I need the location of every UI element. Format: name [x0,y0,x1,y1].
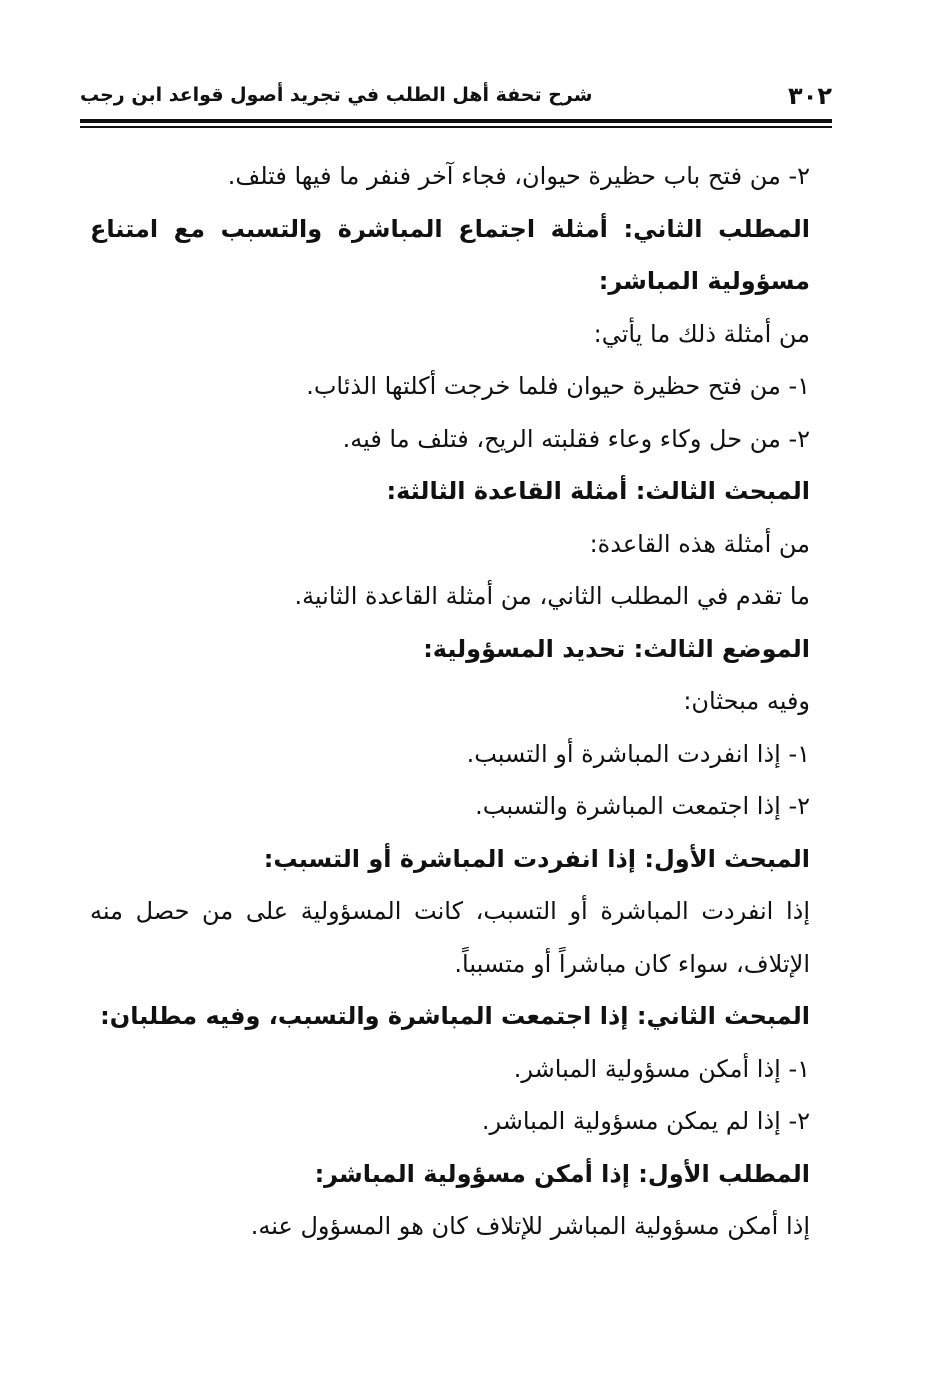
paragraph: من أمثلة ذلك ما يأتي: [593,319,810,348]
section-heading: المبحث الأول: إذا انفردت المباشرة أو التسبب: [263,844,810,873]
section-heading: المبحث الثاني: إذا اجتمعت المباشرة والتسبب، وفيه مطلبان: [100,1002,810,1030]
paragraph: إذا أمكن مسؤولية المباشر للإتلاف كان هو المسؤول عنه. [250,1212,810,1240]
header-rule [80,119,832,123]
list-item: ٢- إذا اجتمعت المباشرة والتسبب. [475,792,810,820]
paragraph: من أمثلة هذه القاعدة: [589,529,810,558]
paragraph: ما تقدم في المطلب الثاني، من أمثلة القاعدة الثانية. [294,582,810,610]
page-header [80,78,832,114]
paragraph: إذا انفردت المباشرة أو التسبب، كانت المسؤولية على من حصل منه الإتلاف، سواء كان مباشراً أو متسبباً. [90,897,810,978]
list-item: ١- إذا انفردت المباشرة أو التسبب. [466,739,810,768]
running-title: شرح تحفة أهل الطلب في تجريد أصول قواعد ابن رجب [80,84,593,106]
section-heading: المطلب الثاني: أمثلة اجتماع المباشرة والتسبب مع امتناع مسؤولية المباشر: [90,214,810,295]
list-item: ١- من فتح حظيرة حيوان فلما خرجت أكلتها الذئاب. [306,372,810,400]
list-item: ٢- من حل وكاء وعاء فقلبته الريح، فتلف ما فيه. [342,424,810,453]
page-number: ٣٠٢ [788,82,832,110]
page-body [84,150,810,1253]
section-heading: الموضع الثالث: تحديد المسؤولية: [423,634,810,663]
list-item: ٢- من فتح باب حظيرة حيوان، فجاء آخر فنفر ما فيها فتلف. [227,162,810,190]
section-heading: المبحث الثالث: أمثلة القاعدة الثالثة: [386,477,810,505]
section-heading: المطلب الأول: إذا أمكن مسؤولية المباشر: [314,1159,810,1188]
header-rule-thin [80,126,832,128]
paragraph: وفيه مبحثان: [683,687,810,715]
list-item: ١- إذا أمكن مسؤولية المباشر. [513,1054,810,1083]
list-item: ٢- إذا لم يمكن مسؤولية المباشر. [481,1107,810,1135]
